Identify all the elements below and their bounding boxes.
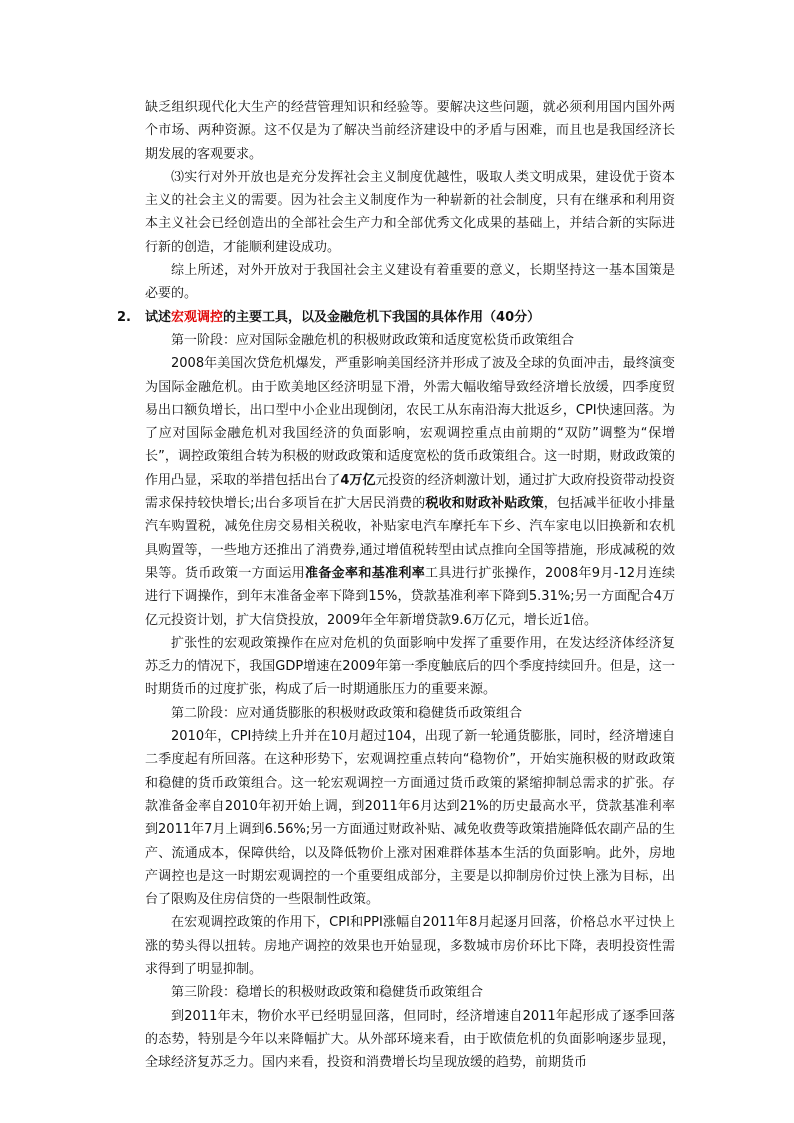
stage-1-paragraph-2: 扩张性的宏观政策操作在应对危机的负面影响中发挥了重要作用，在发达经济体经济复苏乏力的情况下，我国GDP增速在2009年第一季度触底后的四个季度持续回升。但是，这一时期货币的过度扩张，构成了后一时期通胀压力的重要来源。 bbox=[145, 635, 675, 698]
stage-2-paragraph-1: 2010年，CPI持续上升并在10月超过104，出现了新一轮通货膨胀，同时，经济增速自二季度起有所回落。在这种形势下，宏观调控重点转向“稳物价”，开始实施积极的财政政策和稳健的货币政策组合。这一轮宏观调控一方面通过货币政策的紧缩抑制总需求的扩张。存款准备金率自2010年初开始上调，到2011年6月达到21%的历史最高水平，贷款基准利率到2011年7月上调到6.56%;另一方面通过财政补贴、减免收费等政策措施降低农副产品的生产、流通成本，保障供给，以及降低物价上涨对困难群体基本生活的负面影响。此外，房地产调控也是这一时期宏观调控的一个重要组成部分，主要是以抑制房价过快上涨为目标，出台了限购及住房信贷的一些限制性政策。 bbox=[145, 729, 675, 908]
stage-2-title: 第二阶段：应对通货膨胀的积极财政政策和稳健货币政策组合 bbox=[171, 705, 523, 721]
question-prefix: 试述 bbox=[145, 309, 172, 325]
stage-1-bold-3: 准备金率和基准利率 bbox=[305, 565, 426, 581]
question-suffix: 的主要工具，以及金融危机下我国的具体作用（40分） bbox=[223, 309, 541, 325]
stage-1-title: 第一阶段：应对国际金融危机的积极财政政策和适度宽松货币政策组合 bbox=[171, 332, 575, 348]
stage-1-bold-1: 4万亿 bbox=[340, 472, 376, 488]
paragraph-1: 缺乏组织现代化大生产的经营管理知识和经验等。要解决这些问题，就必须利用国内国外两个市场、两种资源。这不仅是为了解决当前经济建设中的矛盾与困难，而且也是我国经济长期发展的客观要求。 bbox=[145, 100, 675, 162]
paragraph-3: 综上所述，对外开放对于我国社会主义建设有着重要的意义，长期坚持这一基本国策是必要的。 bbox=[145, 263, 675, 302]
question-highlight: 宏观调控 bbox=[171, 309, 224, 325]
question-number: 2. bbox=[117, 309, 131, 325]
stage-1-bold-2: 税收和财政补贴政策 bbox=[425, 496, 544, 512]
stage-1-text-4: 工具进行扩张操作，2008年9月-12月连续进行下调操作，到年末准备金率下降到15%，贷款基准利率下降到5.31%;另一方面配合4万亿元投资计划，扩大信贷投放，2009年全年新增贷款9.6万亿元，增长近1倍。 bbox=[145, 565, 675, 628]
question-2-heading bbox=[117, 306, 675, 329]
stage-1-text-3: ，包括减半征收小排量汽车购置税，减免住房交易相关税收，补贴家电汽车摩托车下乡、汽车家电以旧换新和农机具购置等，一些地方还推出了消费券,通过增值税转型由试点推向全国等措施，形成减税的效果等。货币政策一方面运用 bbox=[145, 496, 675, 581]
stage-1-text-1: 2008年美国次贷危机爆发，严重影响美国经济并形成了波及全球的负面冲击，最终演变为国际金融危机。由于欧美地区经济明显下滑，外需大幅收缩导致经济增长放缓，四季度贸易出口额负增长，出口型中小企业出现倒闭，农民工从东南沿海大批返乡，CPI快速回落。为了应对国际金融危机对我国经济的负面影响，宏观调控重点由前期的“双防”调整为“保增长”，调控政策组合转为积极的财政政策和适度宽松的货币政策组合。这一时期，财政政策的作用凸显，采取的举措包括出台了 bbox=[145, 356, 675, 488]
stage-1-text-2: 元投资的经济刺激计划，通过扩大政府投资带动投资需求保持较快增长;出台多项旨在扩大居民消费的 bbox=[145, 472, 675, 512]
stage-3-title: 第三阶段：稳增长的积极财政政策和稳健货币政策组合 bbox=[171, 985, 484, 1001]
stage-3-paragraph-1: 到2011年末，物价水平已经明显回落，但同时，经济增速自2011年起形成了逐季回落的态势，特别是今年以来降幅扩大。从外部环境来看，由于欧债危机的负面影响逐步显现，全球经济复苏乏力。国内来看，投资和消费增长均呈现放缓的趋势，前期货币 bbox=[145, 1008, 675, 1071]
document-page bbox=[117, 96, 675, 1074]
stage-2-paragraph-2: 在宏观调控政策的作用下，CPI和PPI涨幅自2011年8月起逐月回落，价格总水平过快上涨的势头得以扭转。房地产调控的效果也开始显现，多数城市房价环比下降，表明投资性需求得到了明显抑制。 bbox=[145, 915, 675, 977]
stage-1-paragraph-1 bbox=[145, 352, 675, 632]
paragraph-2: ⑶实行对外开放也是充分发挥社会主义制度优越性，吸取人类文明成果，建设优于资本主义的社会主义的需要。因为社会主义制度作为一种崭新的社会制度，只有在继承和利用资本主义社会已经创造出的全部社会生产力和全部优秀文化成果的基础上，并结合新的实际进行新的创造，才能顺利建设成功。 bbox=[145, 169, 675, 255]
